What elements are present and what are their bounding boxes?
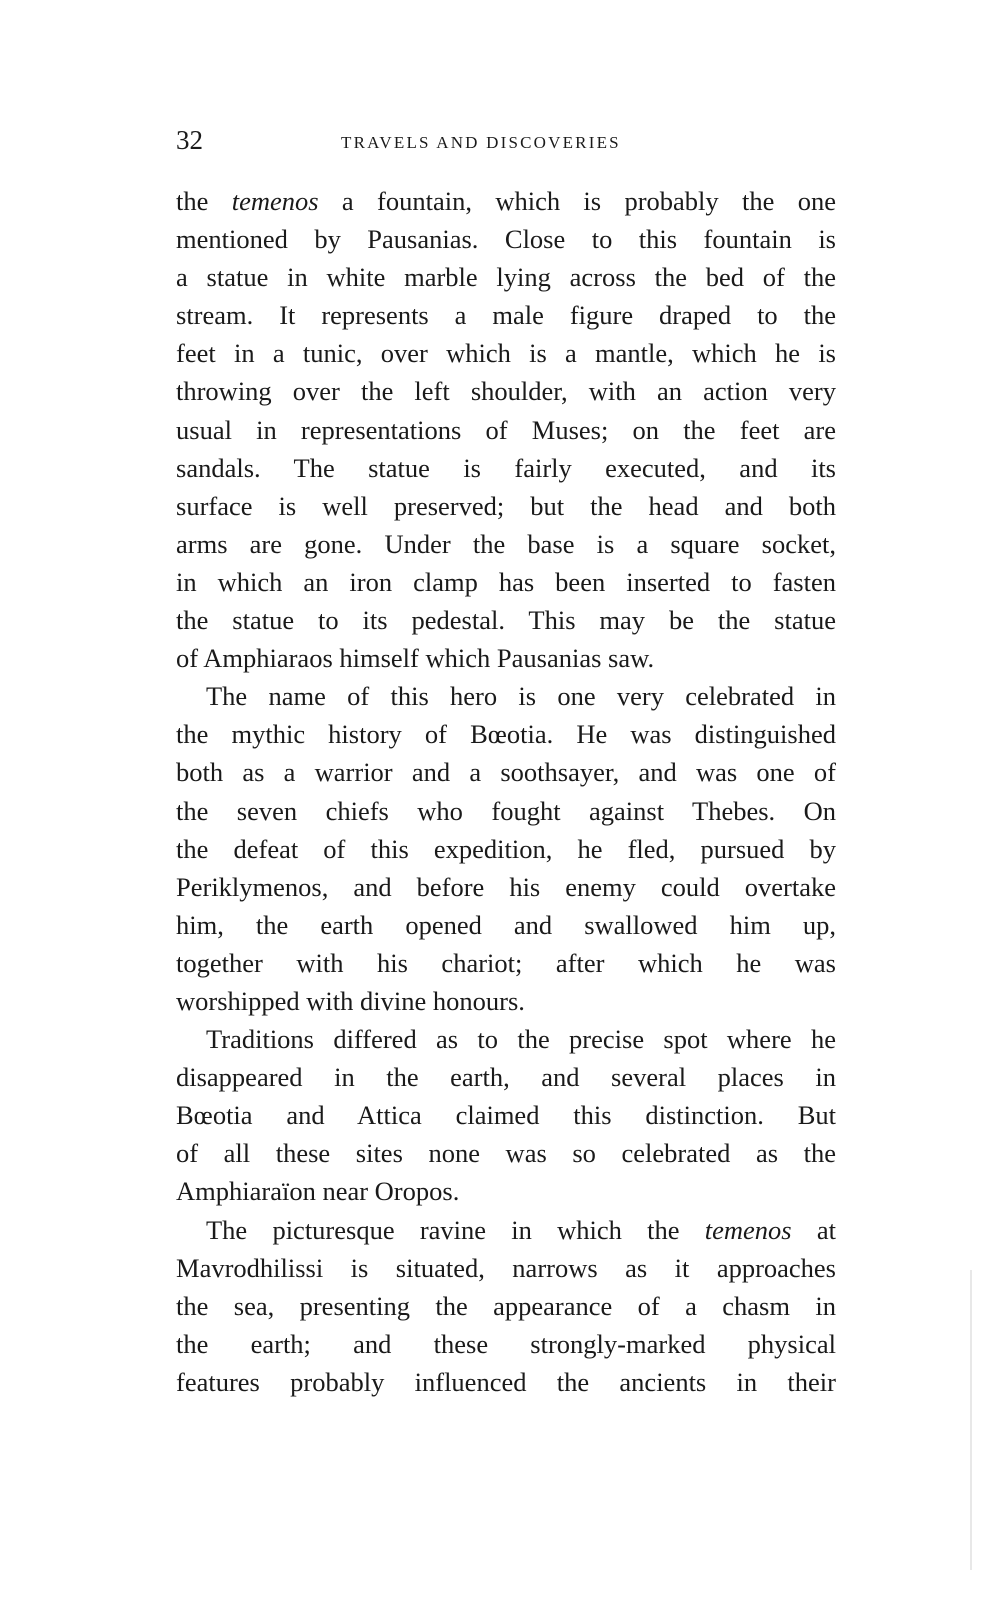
- body-text: [176, 182, 836, 1401]
- text-line: the earth; and these strongly-marked physical: [176, 1328, 836, 1359]
- text-line: Traditions differed as to the precise spot where he: [206, 1024, 836, 1055]
- text-line: mentioned by Pausanias. Close to this fountain is: [176, 224, 836, 255]
- text-line: The picturesque ravine in which the temenos at: [206, 1214, 836, 1245]
- text-line: sandals. The statue is fairly executed, and its: [176, 452, 836, 483]
- text-line: together with his chariot; after which he was: [176, 947, 836, 978]
- running-head: TRAVELS AND DISCOVERIES: [341, 133, 621, 152]
- text-line: both as a warrior and a soothsayer, and was one of: [176, 757, 836, 788]
- text-line: him, the earth opened and swallowed him up,: [176, 909, 836, 940]
- text-line: of Amphiaraos himself which Pausanias saw.: [176, 643, 655, 674]
- text-line: in which an iron clamp has been inserted to fasten: [176, 566, 836, 597]
- text-line: the statue to its pedestal. This may be the statue: [176, 605, 836, 636]
- text-line: The name of this hero is one very celebrated in: [206, 681, 836, 712]
- text-line: the sea, presenting the appearance of a chasm in: [176, 1290, 836, 1321]
- text-line: worshipped with divine honours.: [176, 985, 525, 1016]
- text-line: surface is well preserved; but the head and both: [176, 490, 836, 521]
- text-line: arms are gone. Under the base is a square socket,: [176, 528, 836, 559]
- text-line: Mavrodhilissi is situated, narrows as it approaches: [176, 1252, 836, 1283]
- italic-term: temenos: [231, 186, 319, 216]
- text-line: Amphiaraïon near Oropos.: [176, 1176, 460, 1207]
- page-header: [176, 124, 836, 164]
- text-line: stream. It represents a male figure draped to the: [176, 300, 836, 331]
- text-line: the seven chiefs who fought against Thebes. On: [176, 795, 836, 826]
- text-line: Bœotia and Attica claimed this distinction. But: [176, 1100, 836, 1131]
- page-number: 32: [176, 125, 203, 155]
- text-line: the defeat of this expedition, he fled, pursued by: [176, 833, 836, 864]
- text-line: feet in a tunic, over which is a mantle, which he is: [176, 338, 836, 369]
- text-line: the mythic history of Bœotia. He was distinguished: [176, 719, 836, 750]
- text-line: of all these sites none was so celebrated as the: [176, 1138, 836, 1169]
- text-line: a statue in white marble lying across the bed of the: [176, 262, 836, 293]
- italic-term: temenos: [704, 1214, 792, 1245]
- text-line: disappeared in the earth, and several places in: [176, 1062, 836, 1093]
- text-line: features probably influenced the ancients in their: [176, 1366, 836, 1397]
- text-line: throwing over the left shoulder, with an action very: [176, 376, 836, 407]
- text-line: the temenos a fountain, which is probably the one: [176, 186, 836, 216]
- scan-edge-mark: [970, 1270, 972, 1570]
- text-line: usual in representations of Muses; on the feet are: [176, 414, 836, 445]
- text-line: Periklymenos, and before his enemy could overtake: [176, 871, 836, 902]
